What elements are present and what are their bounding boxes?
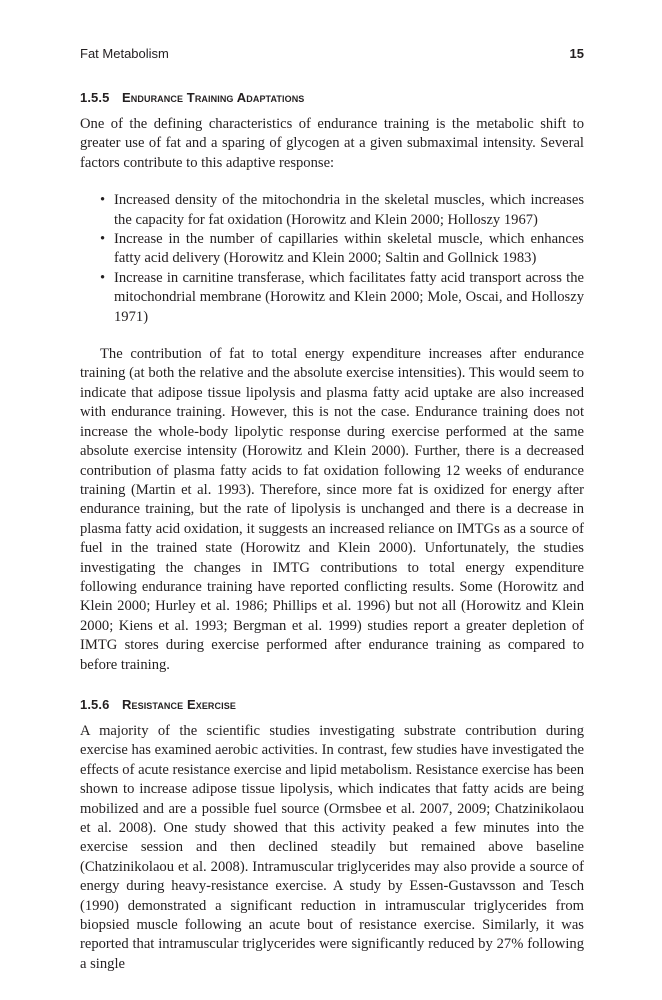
running-head — [80, 46, 584, 66]
section-number: 1.5.5 — [80, 90, 110, 105]
adaptation-list — [80, 191, 584, 327]
list-item: • Increase in carnitine transferase, which facilitates fatty acid transport across the mitochondrial membrane (Horowitz and Klein 2000; Mole, Oscai, and Holloszy 1971) — [100, 269, 584, 327]
list-item: • Increase in the number of capillaries within skeletal muscle, which enhances fatty acid delivery (Horowitz and Klein 2000; Saltin and Gollnick 1983) — [100, 230, 584, 269]
section-number: 1.5.6 — [80, 696, 110, 712]
section-heading-1-5-6 — [80, 697, 584, 712]
intro-paragraph: One of the defining characteristics of endurance training is the metabolic shift to greater use of fat and a sparing of glycogen at a given submaximal intensity. Several factors contribute to this adaptive response: — [80, 116, 584, 171]
page — [80, 46, 584, 974]
section-title: Resistance Exercise — [122, 696, 236, 712]
page-number: 15 — [569, 46, 584, 61]
list-item: • Increased density of the mitochondria in the skeletal muscles, which increases the capacity for fat oxidation (Horowitz and Klein 2000; Holloszy 1967) — [100, 191, 584, 230]
running-head-title: Fat Metabolism — [80, 46, 169, 61]
body-paragraph: The contribution of fat to total energy expenditure increases after endurance training (at both the relative and the absolute exercise intensities). This would seem to indicate that adipose tissue lipolysis and plasma fatty acid uptake are also increased with endurance training. However, this is not the case. Endurance training does not increase the whole-body lipolytic response during exercise performed at the same absolute exercise intensity (Horowitz and Klein 2000). Further, there is a decreased contribution of plasma fatty acids to fat oxidation following 12 weeks of endurance training (Martin et al. 1993). Therefore, since more fat is oxidized for energy after endurance training, but the rate of lipolysis is unchanged and there is a decrease in plasma fatty acid oxidation, it suggests an increased reliance on IMTGs as a source of fuel in the trained state (Horowitz and Klein 2000). Unfortunately, the studies investigating the changes in IMTG contributions to total energy expenditure following endurance training have reported conflicting results. Some (Horowitz and Klein 2000; Hurley et al. 1986; Phillips et al. 1996) but not all (Horowitz and Klein 2000; Kiens et al. 1993; Bergman et al. 1999) studies report a greater depletion of IMTG stores during exercise performed after endurance training as compared to before training. — [80, 346, 584, 673]
section-title: Endurance Training Adaptations — [122, 90, 305, 105]
section-heading-1-5-5 — [80, 90, 584, 105]
body-paragraph: A majority of the scientific studies investigating substrate contribution during exercise has examined aerobic activities. In contrast, few studies have investigated the effects of acute resistance exercise and lipid metabolism. Resistance exercise has been shown to increase adipose tissue lipolysis, which indicates that fatty acids are being mobilized and are a possible fuel source (Ormsbee et al. 2007, 2009; Chatzinikolaou et al. 2008). One study showed that this activity peaked a few minutes into the exercise session and then declined steadily but remained above baseline (Chatzinikolaou et al. 2008). Intramuscular triglycerides may also provide a source of energy during heavy-resistance exercise. A study by Essen-Gustavsson and Tesch (1990) demonstrated a significant reduction in intramuscular triglycerides from biopsied muscle following an acute bout of resistance exercise. Similarly, it was reported that intramuscular triglycerides were significantly reduced by 27% following a single — [80, 722, 584, 972]
